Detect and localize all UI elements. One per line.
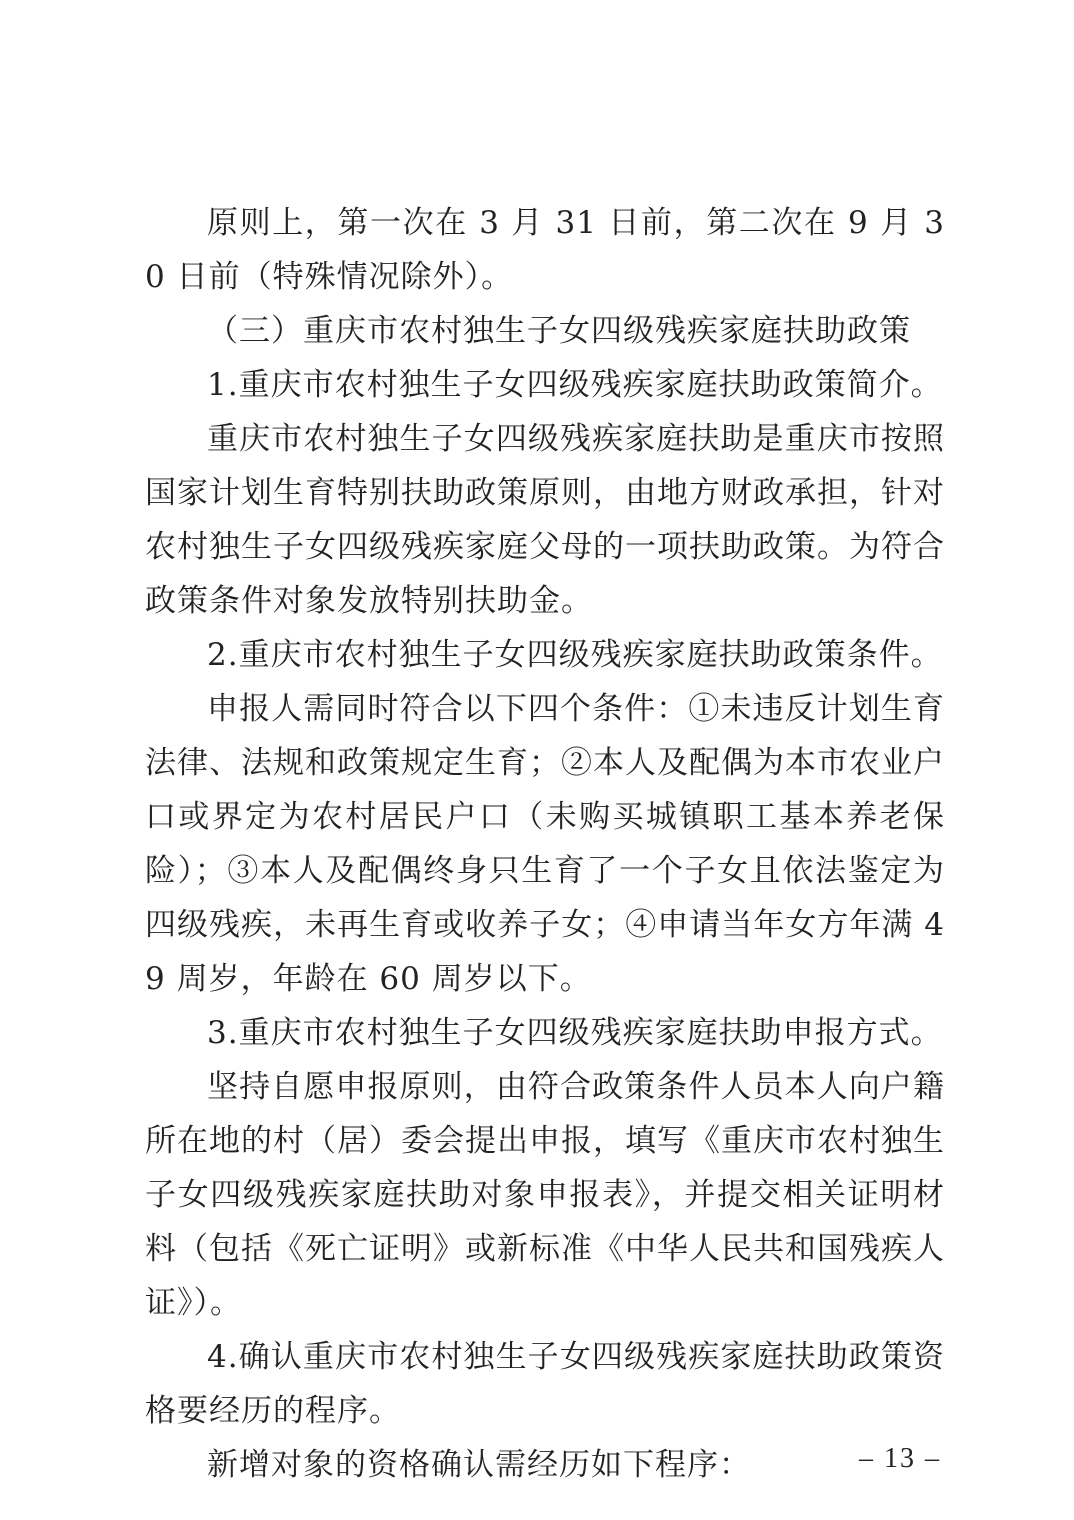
paragraph-deadline: 原则上，第一次在 3 月 31 日前，第二次在 9 月 30 日前（特殊情况除外）。: [145, 205, 945, 295]
paragraph-conditions: 申报人需同时符合以下四个条件：①未违反计划生育法律、法规和政策规定生育；②本人及配偶为本市农业户口或界定为农村居民户口（未购买城镇职工基本养老保险）；③本人及配偶终身只生育了一个子女且依法鉴定为四级残疾，未再生育或收养子女；④申请当年女方年满 49 周岁，年龄在 60 周岁以下。: [145, 691, 945, 997]
subheading-2: 2.重庆市农村独生子女四级残疾家庭扶助政策条件。: [207, 637, 943, 673]
paragraph-policy-intro: 重庆市农村独生子女四级残疾家庭扶助是重庆市按照国家计划生育特别扶助政策原则，由地方财政承担，针对农村独生子女四级残疾家庭父母的一项扶助政策。为符合政策条件对象发放特别扶助金。: [145, 421, 945, 619]
subheading-1: 1.重庆市农村独生子女四级残疾家庭扶助政策简介。: [207, 367, 943, 403]
paragraph-procedure: 新增对象的资格确认需经历如下程序：: [207, 1447, 751, 1483]
subheading-3: 3.重庆市农村独生子女四级残疾家庭扶助申报方式。: [207, 1015, 943, 1051]
paragraph-application: 坚持自愿申报原则，由符合政策条件人员本人向户籍所在地的村（居）委会提出申报，填写《重庆市农村独生子女四级残疾家庭扶助对象申报表》，并提交相关证明材料（包括《死亡证明》或新标准《中华人民共和国残疾人证》）。: [145, 1069, 945, 1321]
section-heading-3: （三）重庆市农村独生子女四级残疾家庭扶助政策: [207, 313, 911, 349]
document-body: [145, 196, 945, 1492]
page-number: – 13 –: [859, 1443, 941, 1474]
subheading-4: 4.确认重庆市农村独生子女四级残疾家庭扶助政策资格要经历的程序。: [145, 1339, 945, 1429]
